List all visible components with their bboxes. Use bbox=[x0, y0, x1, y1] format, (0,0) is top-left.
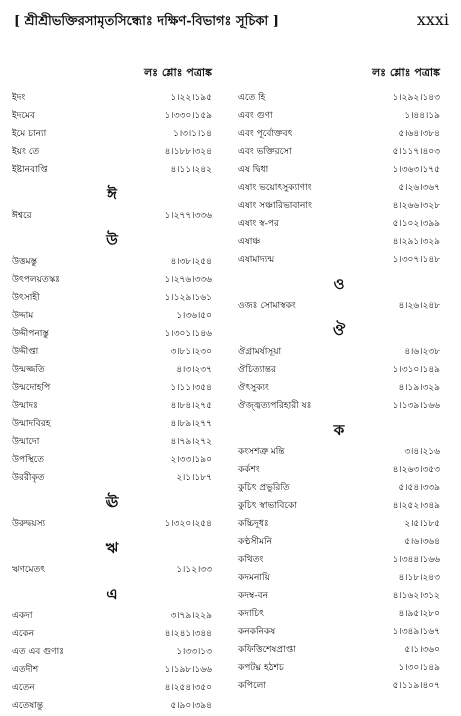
entry-reference: ৪।২৪১।৩৪৪ bbox=[164, 629, 212, 639]
page-header bbox=[14, 8, 449, 42]
entry-reference: ৫।৯০।৩৯৪ bbox=[170, 701, 212, 711]
entry-term: উরুদ্বয়স্য bbox=[12, 519, 46, 529]
index-entry bbox=[12, 626, 212, 644]
index-entry bbox=[238, 624, 440, 642]
index-entry bbox=[238, 252, 440, 270]
entry-term: ইদমেব bbox=[12, 111, 36, 121]
index-entry bbox=[238, 570, 440, 588]
entry-reference: ৪।১৬২।৩১২ bbox=[392, 591, 440, 601]
index-entry bbox=[12, 272, 212, 290]
index-entry bbox=[12, 126, 212, 144]
entry-reference: ৪।৩।২৩৭ bbox=[176, 365, 212, 375]
index-entry bbox=[238, 606, 440, 624]
entry-reference: ১।১২৯।১৬১ bbox=[164, 293, 212, 303]
entry-term: কদমনায়ি bbox=[238, 573, 270, 583]
index-entry bbox=[238, 480, 440, 498]
entry-term: ঈশ্বরে bbox=[12, 211, 32, 221]
entry-reference: ২।৫।১৮৫ bbox=[404, 519, 440, 529]
index-entry bbox=[238, 462, 440, 480]
index-entry bbox=[238, 380, 440, 398]
entry-term: কপিলো bbox=[238, 681, 266, 691]
index-entry bbox=[238, 642, 440, 660]
page-title: [ শ্রীশ্রীভক্তিরসামৃতসিন্ধোঃ দক্ষিণ-বিভাগঃ সূচিকা ] bbox=[14, 14, 279, 29]
index-entry bbox=[238, 444, 440, 462]
entry-term: একদা bbox=[12, 611, 33, 621]
entry-term: এষাং সঞ্চারিভাবানাং bbox=[238, 201, 312, 211]
entry-reference: ২।১।১৮৭ bbox=[176, 473, 212, 483]
entry-term: ঔচিত্যান্তর bbox=[238, 365, 276, 375]
entry-term: কচ্চিদূধঃ bbox=[238, 519, 269, 529]
index-entry bbox=[12, 698, 212, 716]
entry-reference: ১।১১।৩৫৪ bbox=[170, 383, 212, 393]
entry-reference: ৩।৭৯।২২৯ bbox=[170, 611, 212, 621]
entry-reference: ৪।৯৫।২৮০ bbox=[398, 609, 440, 619]
index-entry bbox=[12, 562, 212, 580]
entry-reference: ১।৩৩০।১৫৯ bbox=[164, 111, 212, 121]
index-entry bbox=[238, 344, 440, 362]
entry-term: এষাং ভয়োৎসুক্যাণাং bbox=[238, 183, 312, 193]
entry-reference: ৪।২৯১।৩২৯ bbox=[392, 237, 440, 247]
entry-reference: ৫।৬৪।৩৮৪ bbox=[398, 129, 440, 139]
index-entry bbox=[238, 362, 440, 380]
index-entry bbox=[238, 108, 440, 126]
index-entry bbox=[238, 90, 440, 108]
entry-term: এবং ভক্তিরসো bbox=[238, 147, 292, 157]
entry-term: উন্মাদো bbox=[12, 437, 40, 447]
entry-reference: ৫।৬।৩৬৪ bbox=[404, 537, 440, 547]
column-heading: লঃ শ্লোঃ পত্রাঙ্ক bbox=[371, 66, 440, 79]
entry-reference: ৫।১১৭।৪০৩ bbox=[392, 147, 440, 157]
entry-reference: ১।৩৪৪।১৬৬ bbox=[392, 555, 440, 565]
index-entry bbox=[238, 216, 440, 234]
entry-reference: ৫।১১৯।৪০৭ bbox=[392, 681, 440, 691]
entry-term: উন্মজ্জতি bbox=[12, 365, 45, 375]
index-entry bbox=[12, 516, 212, 534]
entry-reference: ৫।২৬।৩৬৭ bbox=[398, 183, 440, 193]
entry-term: উন্মাদবিরহ bbox=[12, 419, 51, 429]
entry-term: এষামাদ্যন্ম bbox=[238, 255, 275, 265]
entry-reference: ১।১২।৩৩ bbox=[176, 565, 212, 575]
index-entry bbox=[238, 678, 440, 696]
entry-reference: ১।৩৩।১৩ bbox=[176, 647, 212, 657]
index-entry bbox=[12, 662, 212, 680]
index-entry bbox=[12, 90, 212, 108]
index-entry bbox=[12, 680, 212, 698]
entry-term: কফিত্তিশেষপ্রাপ্তা bbox=[238, 645, 296, 655]
section-letter: ক bbox=[333, 421, 345, 439]
index-entry bbox=[238, 552, 440, 570]
entry-term: উররীকৃত bbox=[12, 473, 45, 483]
entry-term: একেন bbox=[12, 629, 35, 639]
entry-term: কদম্ব-বন bbox=[238, 591, 268, 601]
entry-reference: ২।৩৩।১৯০ bbox=[170, 455, 212, 465]
index-entry bbox=[12, 344, 212, 362]
entry-term: এষাঞ্চ bbox=[238, 237, 261, 247]
entry-reference: ৪।৮৪।২৭৫ bbox=[170, 401, 212, 411]
entry-reference: ৪।২৬৩।৩৫৩ bbox=[392, 465, 440, 475]
index-entry bbox=[12, 380, 212, 398]
entry-reference: ১।৩০।১৪৯ bbox=[398, 663, 440, 673]
entry-term: ইষ্টানবাপ্তি bbox=[12, 165, 48, 175]
entry-reference: ৪।৩৮।২৫৪ bbox=[170, 257, 212, 267]
entry-reference: ১।৩০৭।১৪৮ bbox=[392, 255, 440, 265]
page-number: xxxi bbox=[416, 10, 449, 29]
entry-reference: ১।৩।১।১৪ bbox=[173, 129, 212, 139]
index-entry bbox=[12, 470, 212, 488]
entry-term: উৎপলয়তস্কঃ bbox=[12, 275, 60, 285]
entry-term: ইদং bbox=[12, 93, 26, 103]
index-entry bbox=[12, 452, 212, 470]
entry-reference: ১।৩০১।১৪৬ bbox=[164, 329, 212, 339]
entry-reference: ৫।৫৪।৩৩৯ bbox=[398, 483, 440, 493]
entry-reference: ৩।৪।২১৬ bbox=[404, 447, 440, 457]
entry-reference: ৫।১০২।৩৯৯ bbox=[392, 219, 440, 229]
entry-reference: ৩।৮১।২৩০ bbox=[170, 347, 212, 357]
entry-reference: ৫।১।৩৬০ bbox=[404, 645, 440, 655]
entry-reference: ১।১৯৮।১৬৬ bbox=[164, 665, 212, 675]
entry-reference: ৪।২৬৬।৩২৮ bbox=[392, 201, 440, 211]
entry-term: উপস্থিতে bbox=[12, 455, 45, 465]
section-letter: ঋ bbox=[105, 539, 119, 557]
entry-reference: ৪।২৬।২৪৮ bbox=[398, 301, 440, 311]
entry-reference: ১।৩৬৩।১৭৫ bbox=[392, 165, 440, 175]
index-entry bbox=[238, 398, 440, 416]
index-entry bbox=[238, 534, 440, 552]
index-entry bbox=[12, 326, 212, 344]
index-entry bbox=[238, 660, 440, 678]
entry-term: উত্তমস্তু bbox=[12, 257, 37, 267]
index-column-left bbox=[12, 58, 212, 716]
entry-reference: ৪।১১।২৪২ bbox=[170, 165, 212, 175]
entry-term: উৎসাহী bbox=[12, 293, 40, 303]
entry-reference: ১।২৯২।১৪৩ bbox=[392, 93, 440, 103]
index-entry bbox=[238, 198, 440, 216]
entry-reference: ৪।৬।২৩৮ bbox=[404, 347, 440, 357]
entry-term: এতেষাম্তু bbox=[12, 701, 44, 711]
entry-reference: ১।৩৬।৫০ bbox=[176, 311, 212, 321]
entry-term: কথিতং bbox=[238, 555, 264, 565]
entry-term: কুচিৎ প্রভুরিতি bbox=[238, 483, 290, 493]
index-entry bbox=[12, 362, 212, 380]
entry-reference: ৪।১৮৮।৩২৪ bbox=[164, 147, 212, 157]
entry-term: এতে হি bbox=[238, 93, 266, 103]
entry-reference: ১।৩১০।১৪৯ bbox=[392, 365, 440, 375]
entry-term: উদ্দাম bbox=[12, 311, 34, 321]
entry-reference: ৪।৭৯।২৭২ bbox=[170, 437, 212, 447]
index-entry bbox=[12, 254, 212, 272]
entry-reference: ১।২৭৭।৩৩৬ bbox=[164, 211, 212, 221]
entry-reference: ১।২২।১৯৫ bbox=[170, 93, 212, 103]
entry-reference: ১।২৭৬।৩৩৬ bbox=[164, 275, 212, 285]
index-entry bbox=[12, 108, 212, 126]
entry-term: ঋণমেতৎ bbox=[12, 565, 46, 575]
section-letter: উ bbox=[106, 231, 118, 249]
column-body bbox=[12, 90, 212, 716]
entry-term: উন্মদোহপি bbox=[12, 383, 51, 393]
entry-reference: ৪।৮৯।২৭৭ bbox=[170, 419, 212, 429]
index-entry bbox=[12, 398, 212, 416]
entry-term: এতদীশ bbox=[12, 665, 39, 675]
index-entry bbox=[12, 162, 212, 180]
entry-term: উন্মাদঃ bbox=[12, 401, 38, 411]
entry-reference: ৪।২৫৪।৩৫০ bbox=[164, 683, 212, 693]
entry-reference: ৪।২৫২।৩৪৯ bbox=[392, 501, 440, 511]
section-letter: ঈ bbox=[107, 185, 117, 203]
index-entry bbox=[238, 126, 440, 144]
index-entry bbox=[12, 644, 212, 662]
entry-term: এবং পূর্বোক্তবৎ bbox=[238, 129, 293, 139]
entry-term: ইমে চান্যা bbox=[12, 129, 47, 139]
index-entry bbox=[12, 608, 212, 626]
entry-term: কর্কশং bbox=[238, 465, 260, 475]
entry-term: কংসশত্রু মন্তি bbox=[238, 447, 285, 457]
entry-reference: ১।১৩৯।১৬৬ bbox=[392, 401, 440, 411]
entry-term: ঔজ্জ্বত্যপরিহারী ষঃ bbox=[238, 401, 312, 411]
index-entry bbox=[12, 434, 212, 452]
entry-term: কদাচিৎ bbox=[238, 609, 264, 619]
entry-term: উদ্দীপনাস্তু bbox=[12, 329, 49, 339]
index-entry bbox=[238, 588, 440, 606]
index-entry bbox=[238, 162, 440, 180]
section-letter: ঊ bbox=[105, 493, 119, 511]
section-letter: ও bbox=[333, 275, 345, 293]
index-entry bbox=[238, 144, 440, 162]
index-entry bbox=[12, 308, 212, 326]
entry-reference: ১।৩৪৯।১৬৭ bbox=[392, 627, 440, 637]
index-entry bbox=[238, 234, 440, 252]
index-entry bbox=[12, 416, 212, 434]
index-entry bbox=[12, 290, 212, 308]
entry-term: ঔৎসুক্যং bbox=[238, 383, 269, 393]
entry-reference: ১।৪৪।১৯ bbox=[404, 111, 440, 121]
entry-reference: ৪।১৮।২৪৩ bbox=[398, 573, 440, 583]
entry-reference: ১।৩২০।২৫৪ bbox=[164, 519, 212, 529]
index-entry bbox=[238, 498, 440, 516]
column-body bbox=[238, 90, 440, 696]
entry-term: কপটঘ্ন হঠশচ bbox=[238, 663, 284, 673]
entry-term: এবং গুণা bbox=[238, 111, 273, 121]
entry-term: এতেন bbox=[12, 683, 35, 693]
index-entry bbox=[238, 180, 440, 198]
section-letter: এ bbox=[106, 585, 118, 603]
entry-term: এষ দ্বিধা bbox=[238, 165, 269, 175]
entry-term: উদ্দীপ্তা bbox=[12, 347, 39, 357]
entry-term: কণ্ঠসীমনি bbox=[238, 537, 272, 547]
index-entry bbox=[12, 208, 212, 226]
column-heading: লঃ শ্লোঃ পত্রাঙ্ক bbox=[143, 66, 212, 79]
entry-term: কনকনিকষ bbox=[238, 627, 276, 637]
index-column-right bbox=[238, 58, 440, 696]
entry-term: ওজঃ সোমাস্বকং bbox=[238, 301, 296, 311]
section-letter: ঔ bbox=[332, 321, 346, 339]
index-entry bbox=[238, 516, 440, 534]
entry-term: ঔগ্রামর্ষাসূয়া bbox=[238, 347, 282, 357]
entry-term: ইয়ং তে bbox=[12, 147, 40, 157]
index-entry bbox=[12, 144, 212, 162]
index-entry bbox=[238, 298, 440, 316]
entry-reference: ৪।১৯।৩২৯ bbox=[398, 383, 440, 393]
entry-term: এত এব গুণাঃ bbox=[12, 647, 65, 657]
entry-term: কুচিৎ স্বাভাবিকো bbox=[238, 501, 297, 511]
entry-term: এষাং স্ব-পর bbox=[238, 219, 279, 229]
